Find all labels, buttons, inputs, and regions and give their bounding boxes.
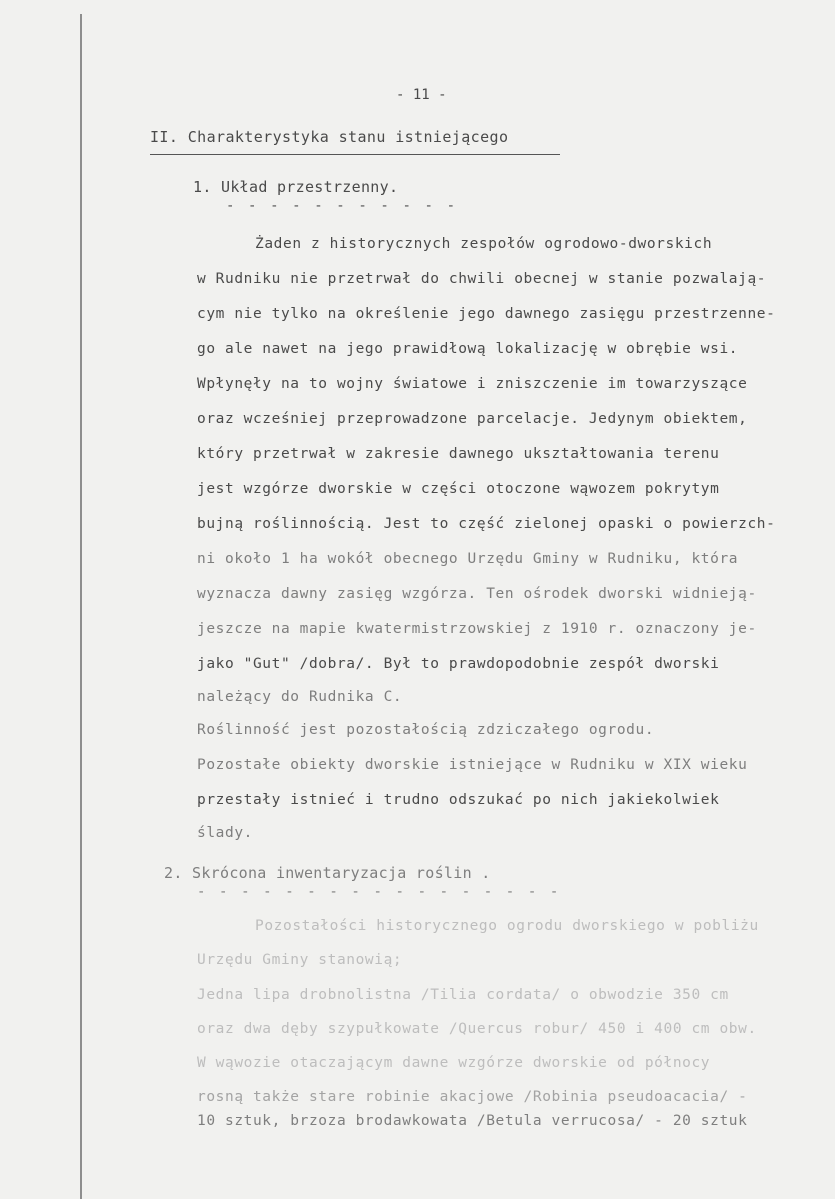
subsection-1-title: 1. Układ przestrzenny. xyxy=(193,178,399,196)
section-title: II. Charakterystyka stanu istniejącego xyxy=(150,128,509,146)
paragraph-line: ni około 1 ha wokół obecnego Urzędu Gminy w Rudniku, która xyxy=(197,551,739,567)
paragraph-line: ślady. xyxy=(197,825,253,841)
paragraph-line: W wąwozie otaczającym dawne wzgórze dworskie od północy xyxy=(197,1055,711,1071)
margin-line xyxy=(80,14,82,1199)
paragraph-line: 10 sztuk, brzoza brodawkowata /Betula verrucosa/ - 20 sztuk xyxy=(197,1113,748,1129)
paragraph-line: przestały istnieć i trudno odszukać po nich jakiekolwiek xyxy=(197,792,720,808)
paragraph-line: Pozostałe obiekty dworskie istniejące w Rudniku w XIX wieku xyxy=(197,757,748,773)
paragraph-line: bujną roślinnością. Jest to część zielonej opaski o powierzch- xyxy=(197,516,776,532)
section-title-underline xyxy=(150,154,560,155)
paragraph-line: oraz wcześniej przeprowadzone parcelacje. Jedynym obiektem, xyxy=(197,411,748,427)
paragraph-line: wyznacza dawny zasięg wzgórza. Ten ośrodek dworski widnieją- xyxy=(197,586,757,602)
paragraph-line: go ale nawet na jego prawidłową lokalizację w obrębie wsi. xyxy=(197,341,739,357)
paragraph-line: cym nie tylko na określenie jego dawnego zasięgu przestrzenne- xyxy=(197,306,776,322)
paragraph-line: Jedna lipa drobnolistna /Tilia cordata/ o obwodzie 350 cm xyxy=(197,987,729,1003)
subsection-1-underline: - - - - - - - - - - - xyxy=(226,198,458,214)
paragraph-line: jeszcze na mapie kwatermistrzowskiej z 1910 r. oznaczony je- xyxy=(197,621,757,637)
subsection-2-underline: - - - - - - - - - - - - - - - - - xyxy=(197,884,561,900)
paragraph-line: Urzędu Gminy stanowią; xyxy=(197,952,403,968)
page-number: - 11 - xyxy=(396,87,447,103)
paragraph-line: jest wzgórze dworskie w części otoczone wąwozem pokrytym xyxy=(197,481,720,497)
paragraph-line: w Rudniku nie przetrwał do chwili obecnej w stanie pozwalają- xyxy=(197,271,767,287)
paragraph-line: oraz dwa dęby szypułkowate /Quercus robur/ 450 i 400 cm obw. xyxy=(197,1021,757,1037)
paragraph-line: Pozostałości historycznego ogrodu dworskiego w pobliżu xyxy=(255,918,759,934)
paragraph-line: Wpłynęły na to wojny światowe i zniszczenie im towarzyszące xyxy=(197,376,748,392)
paragraph-line: należący do Rudnika C. xyxy=(197,689,403,705)
paragraph-line: Roślinność jest pozostałością zdziczałego ogrodu. xyxy=(197,722,655,738)
paragraph-line: który przetrwał w zakresie dawnego ukształtowania terenu xyxy=(197,446,720,462)
paragraph-line: Żaden z historycznych zespołów ogrodowo-dworskich xyxy=(255,236,713,252)
paragraph-line: jako "Gut" /dobra/. Był to prawdopodobnie zespół dworski xyxy=(197,656,720,672)
subsection-2-title: 2. Skrócona inwentaryzacja roślin . xyxy=(164,864,491,882)
paragraph-line: rosną także stare robinie akacjowe /Robinia pseudoacacia/ - xyxy=(197,1089,748,1105)
